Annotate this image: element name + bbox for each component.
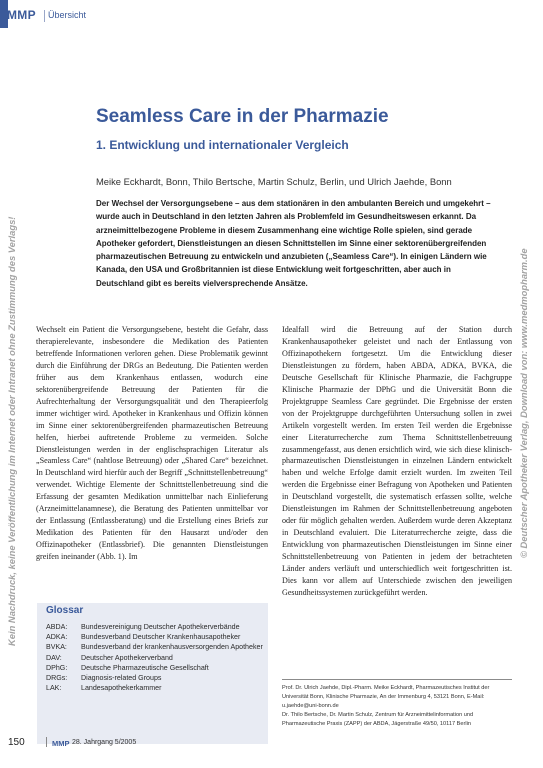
glossary-definition: Bundesverband Deutscher Krankenhausapotheker [81, 633, 241, 642]
glossary-abbr: ABDA: [46, 623, 68, 631]
glossary-abbr: DRGs: [46, 674, 68, 683]
article-authors: Meike Eckhardt, Bonn, Thilo Bertsche, Martin Schulz, Berlin, und Ulrich Jaehde, Bonn [96, 176, 452, 187]
glossary-definition: Bundesvereinigung Deutscher Apothekerverbände [81, 623, 240, 631]
article-title: Seamless Care in der Pharmazie [96, 106, 389, 127]
glossary-definition: Deutscher Apothekerverband [81, 653, 173, 662]
glossary-entry [46, 642, 264, 652]
glossary-entry [46, 653, 264, 663]
glossary-title: Glossar [46, 605, 84, 616]
author-footnote [282, 684, 514, 729]
footnote-line: Dr. Thilo Bertsche, Dr. Martin Schulz, Zentrum für Arzneimittelinformation und Pharmazeutische Praxis (ZAPP) der ABDA, Jägerstraße 49/50, 10117 Berlin [282, 711, 474, 727]
glossary-entry [46, 663, 264, 673]
footer-divider [46, 737, 47, 747]
glossary-entry [46, 632, 264, 642]
glossary-abbr: LAK: [46, 684, 62, 693]
glossary-definition: Diagnosis-related Groups [81, 674, 162, 683]
glossary-abbr: DAV: [46, 653, 62, 662]
article-abstract: Der Wechsel der Versorgungsebene – aus dem stationären in den ambulanten Bereich und umgekehrt – wurde auch in Deutschland in den letzten Jahren als Problemfeld im Gesundheitswesen erkannt. Da arzneimittelbezogene Probleme in diesem Zusammenhang eine wichtige Rolle spielen, sind gerade Apotheker gefordert, Dienstleistungen an diesen Schnittstellen im Sinne einer sektorenübergreifenden pharmazeutischen Betreuung zu entwickeln und anzubieten („Seamless Care“). In einigen Ländern wie Kanada, den USA und Großbritannien ist diese Entwicklung weit fortgeschritten, aber auch in Deutschland gibt es bereits vielversprechende Ansätze. [96, 199, 491, 288]
footer-issue: 28. Jahrgang 5/2005 [72, 739, 137, 746]
glossary-entry [46, 622, 264, 632]
glossary-abbr: ADKA: [46, 633, 68, 642]
glossary-definition: Bundesverband der krankenhausversorgenden Apotheker [81, 643, 263, 652]
copyright-notice-right: © Deutscher Apotheker Verlag, Download von: www.medmopharm.de [518, 248, 529, 558]
header-divider [44, 10, 45, 22]
footer-journal: MMP [52, 739, 70, 748]
section-label: Übersicht [48, 10, 87, 20]
footnote-line: Prof. Dr. Ulrich Jaehde, Dipl.-Pharm. Meike Eckhardt, Pharmazeutisches Institut der Universität Bonn, Klinische Pharmazie, An der Immenburg 4, 53121 Bonn, E-Mail: u.jaehde@uni-bonn.de [282, 685, 490, 709]
glossary-abbr: DPhG: [46, 663, 68, 672]
copyright-notice-left: Kein Nachdruck, keine Veröffentlichung im Internet oder Intranet ohne Zustimmung des Verlags! [6, 216, 17, 646]
glossary-entry [46, 683, 264, 693]
body-column-right: Idealfall wird die Betreuung auf der Station durch Krankenhausapotheker geleistet und nach der Entlassung von Offizinapothekern fortgesetzt. Um die Entwicklung dieser Dienstleistungen zu fördern, haben ABDA, ADKA, BVKA, die Deutsche Gesellschaft für Klinische Pharmazie, die Fachgruppe Klinische Pharmazie der DPhG und die Universität Bonn die Projektgruppe Seamless Care gegründet. Die Ergebnisse der ersten von der Projektgruppe durchgeführten Untersuchung sollen in zwei Artikeln vorgestellt werden. Im ersten Teil werden die Ergebnisse einer Literaturrecherche zum Thema Schnittstellenbetreuung zusammengefasst, aus denen ersichtlich wird, wie sich diese klinisch-pharmazeutischen Dienstleistungen in einzelnen Ländern entwickelt haben und welche Erfolge damit erzielt wurden. Im zweiten Teil werden die Ergebnisse einer Befragung von Apotheken und Patienten in Deutschland vorgestellt, die systematisch erfassen sollte, welche Dienstleistungen im Rahmen der Schnittstellenbetreuung angeboten oder für möglich gehalten werden. Außerdem wurde deren Akzeptanz in Deutschland evaluiert. Die Literaturrecherche zeigte, dass die Entwicklung von pharmazeutischen Dienstleistungen im Sinne einer Schnittstellenbetreuung von Patienten in jedem der betrachteten Länder anders verläuft und unterschiedlich weit fortgeschritten ist. Dies kann vor allem auf Unterschiede zwischen den jeweiligen Gesundheitssystemen zurückgeführt werden. [282, 325, 512, 597]
glossary-definition: Deutsche Pharmazeutische Gesellschaft [81, 663, 209, 672]
glossary-entry [46, 673, 264, 683]
glossary-abbr: BVKA: [46, 643, 67, 652]
journal-logo: MMP [7, 8, 36, 22]
page-number: 150 [8, 737, 25, 748]
body-column-left: Wechselt ein Patient die Versorgungsebene, besteht die Gefahr, dass therapierelevante, insbesondere die Medikation des Patienten betreffende Informationen verloren gehen. Diese Problematik gewinnt durch die Einführung der DRGs an Bedeutung. Die Patienten werden früher aus dem Krankenhaus entlassen, wodurch eine sektorenübergreifende Betreuung der Patienten für die Aufrechterhaltung der Versorgungsqualität und den Therapieerfolg immer wichtiger wird. Apotheker in Krankenhaus und Offizin können im Sinne einer sektorenübergreifenden pharmazeutischen Betreuung helfen, hierbei auftretende Probleme zu vermeiden. Solche Dienstleistungen werden in der englischsprachigen Literatur als „Seamless Care“ (nahtlose Betreuung) oder „Shared Care“ bezeichnet. In Deutschland wird hierfür auch der Begriff „Schnittstellenbetreuung“ verwendet. Wichtige Elemente der Schnittstellenbetreuung sind die Erfassung der gesamten Medikation unmittelbar nach Einlieferung (Arzneimittelanamnese), die Beratung des Patienten unmittelbar vor der Entlassung (Entlassberatung) und die Erstellung eines Briefs zur Medikation des Patienten für den Hausarzt und/oder den Offizinapotheker (Entlassbrief). Die genannten Dienstleistungen greifen ineinander (Abb. 1). Im [36, 325, 268, 562]
footnote-divider [282, 679, 512, 680]
glossary-definition: Landesapothekerkammer [81, 684, 162, 693]
glossary-list [46, 622, 264, 693]
article-subtitle: 1. Entwicklung und internationaler Vergleich [96, 138, 349, 152]
